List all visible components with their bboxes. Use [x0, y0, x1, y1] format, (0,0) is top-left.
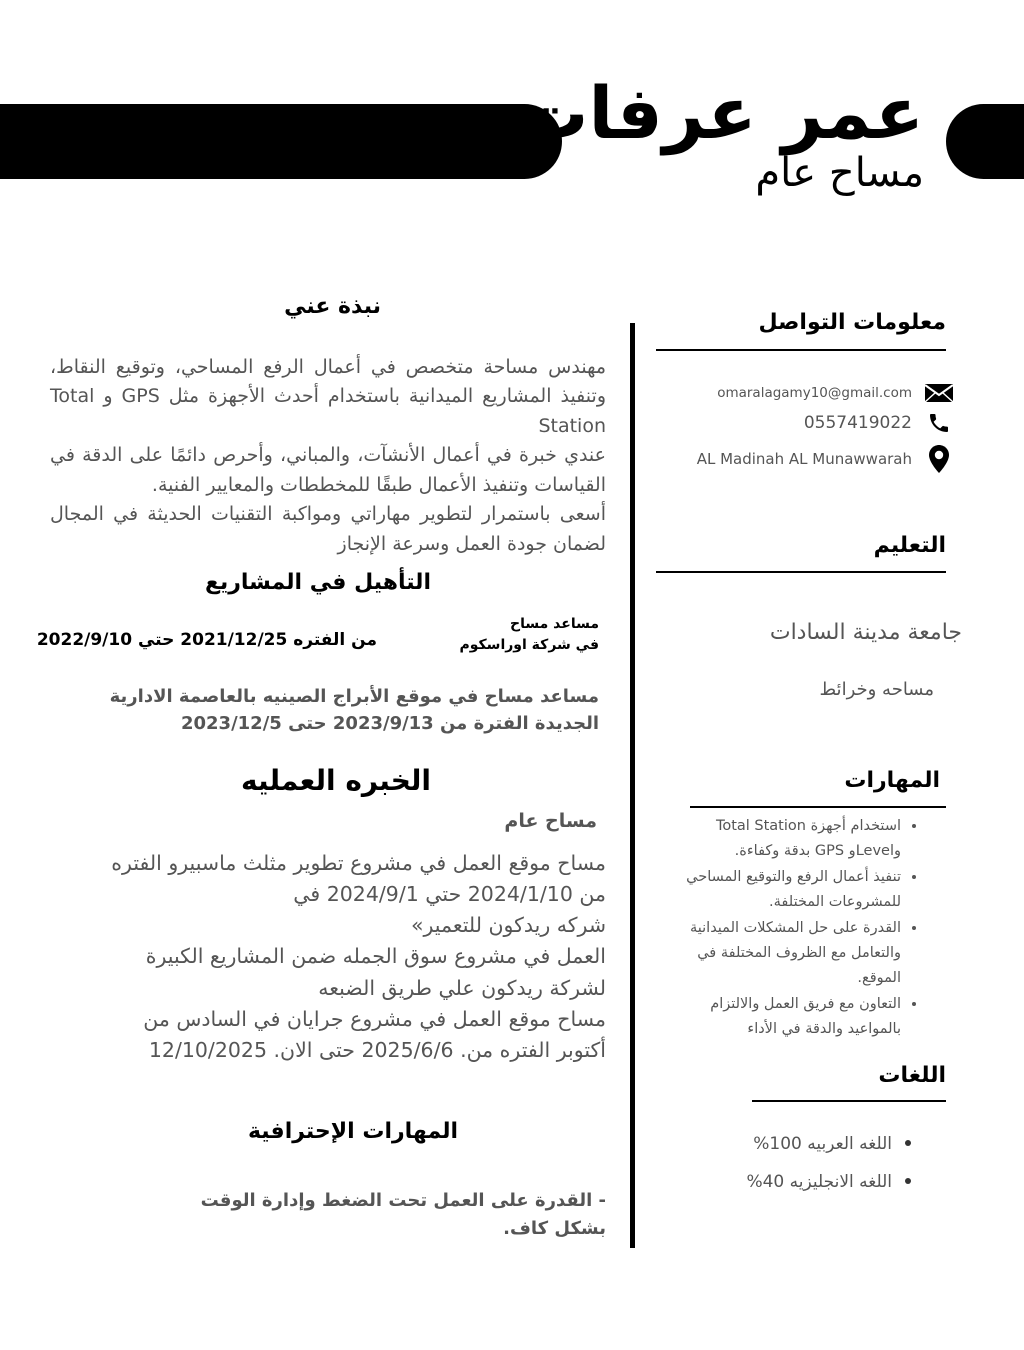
- contact-heading: معلومات التواصل: [758, 310, 946, 335]
- experience-line: مساح موقع العمل في مشروع تطوير مثلث ماسبيرو الفتره: [111, 851, 606, 875]
- contact-email-row: [717, 378, 954, 408]
- project-detail: [110, 683, 599, 737]
- education-heading: التعليم: [873, 533, 946, 558]
- experience-line: من 2024/1/10 حتي 2024/9/1 في: [293, 882, 606, 907]
- contact-divider: [656, 349, 946, 351]
- about-paragraph: مهندس مساحة متخصص في أعمال الرفع المساحي، وتوقيع النقاط، وتنفيذ المشاريع الميدانية باستخدام أحدث الأجهزة مثل GPS و Total Station: [50, 356, 606, 437]
- skills-divider: [690, 806, 946, 808]
- location-pin-icon: [924, 444, 954, 474]
- header-bar-left: [0, 104, 562, 179]
- professional-skill-line: بشكل كاف.: [503, 1217, 606, 1239]
- about-paragraph: أسعى باستمرار لتطوير مهاراتي ومواكبة التقنيات الحديثة في المجال لضمان جودة العمل وسرعة الإنجاز: [50, 503, 606, 555]
- project-detail-line: مساعد مساح في موقع الأبراج الصينيه بالعاصمة الادارية: [109, 686, 599, 707]
- phone-icon: [924, 408, 954, 438]
- contact-location: AL Madinah AL Munawwarah: [696, 450, 912, 468]
- contact-email[interactable]: omaralagamy10@gmail.com: [717, 385, 912, 401]
- professional-skill-line: - القدرة على العمل تحت الضغط وإدارة الوقت: [200, 1190, 606, 1211]
- project-role-title: مساعد مساح: [510, 616, 599, 632]
- experience-line: شركه ريدكون للتعمير»: [410, 913, 606, 938]
- experience-line: مساح موقع العمل في مشروع جرايان في السادس من: [143, 1006, 606, 1031]
- professional-skills-text: [201, 1187, 606, 1243]
- about-paragraph: عندي خبرة في أعمال الأنشآت، والمباني، وأحرص دائمًا على الدقة في القياسات وتنفيذ الأعمال طبقًا للمخططات والمعايير الفنية.: [50, 444, 606, 496]
- education-field: مساحه وخرائط: [819, 679, 934, 700]
- contact-phone-row: [804, 408, 954, 438]
- contact-phone[interactable]: 0557419022: [803, 413, 912, 433]
- experience-subheading: مساح عام: [504, 810, 597, 832]
- projects-heading: التأهيل في المشاريع: [204, 570, 431, 595]
- contact-location-row: [697, 444, 954, 474]
- skill-item: • استخدام أجهزة Total Station وLevelو GPS بدقة وكفاءة.: [671, 814, 901, 865]
- experience-heading: الخبره العمليه: [241, 764, 431, 797]
- languages-list: [746, 1122, 916, 1199]
- about-text: [50, 353, 606, 559]
- language-item: • اللغه الانجليزيه 40%: [746, 1160, 892, 1198]
- column-divider: [630, 323, 635, 1248]
- project-period: من الفتره 2021/12/25 حتي 2022/9/10: [36, 630, 377, 650]
- project-detail-line: الجديدة الفترة من 2023/9/13 حتى 2023/12/5: [180, 713, 599, 734]
- skills-list: [671, 814, 919, 1042]
- university-name: جامعة مدينة السادات: [769, 620, 962, 645]
- experience-text: [36, 848, 606, 1066]
- skills-heading: المهارات: [844, 768, 940, 793]
- languages-heading: اللغات: [878, 1063, 946, 1088]
- skill-item: • تنفيذ أعمال الرفع والتوقيع المساحي للمشروعات المختلفة.: [671, 865, 901, 916]
- professional-skills-heading: المهارات الإحترافية: [247, 1119, 458, 1144]
- about-heading: نبذة عني: [284, 294, 381, 319]
- job-title: مساح عام: [755, 150, 924, 196]
- language-item: • اللغه العربيه 100%: [746, 1122, 892, 1160]
- skill-item: • القدرة على حل المشكلات الميدانية والتعامل مع الظروف المختلفة في الموقع.: [671, 916, 901, 992]
- header-bar-right: [946, 104, 1024, 179]
- experience-line: العمل في مشروع سوق الجمله ضمن المشاريع الكبيرة: [145, 944, 606, 969]
- experience-line: لشركة ريدكون علي طريق الضبعه: [318, 975, 606, 1000]
- languages-divider: [752, 1100, 946, 1102]
- project-role-company: في شركة اوراسكوم: [459, 637, 599, 653]
- full-name: عمر عرفات: [516, 71, 924, 155]
- experience-line: أكتوبر الفتره من. 2025/6/6 حتى الان. 12/10/2025: [148, 1037, 606, 1062]
- project-role: [460, 614, 600, 656]
- skill-item: • التعاون مع فريق العمل والالتزام بالمواعيد والدقة في الأداء: [671, 992, 901, 1043]
- education-divider: [656, 571, 946, 573]
- envelope-icon: [924, 378, 954, 408]
